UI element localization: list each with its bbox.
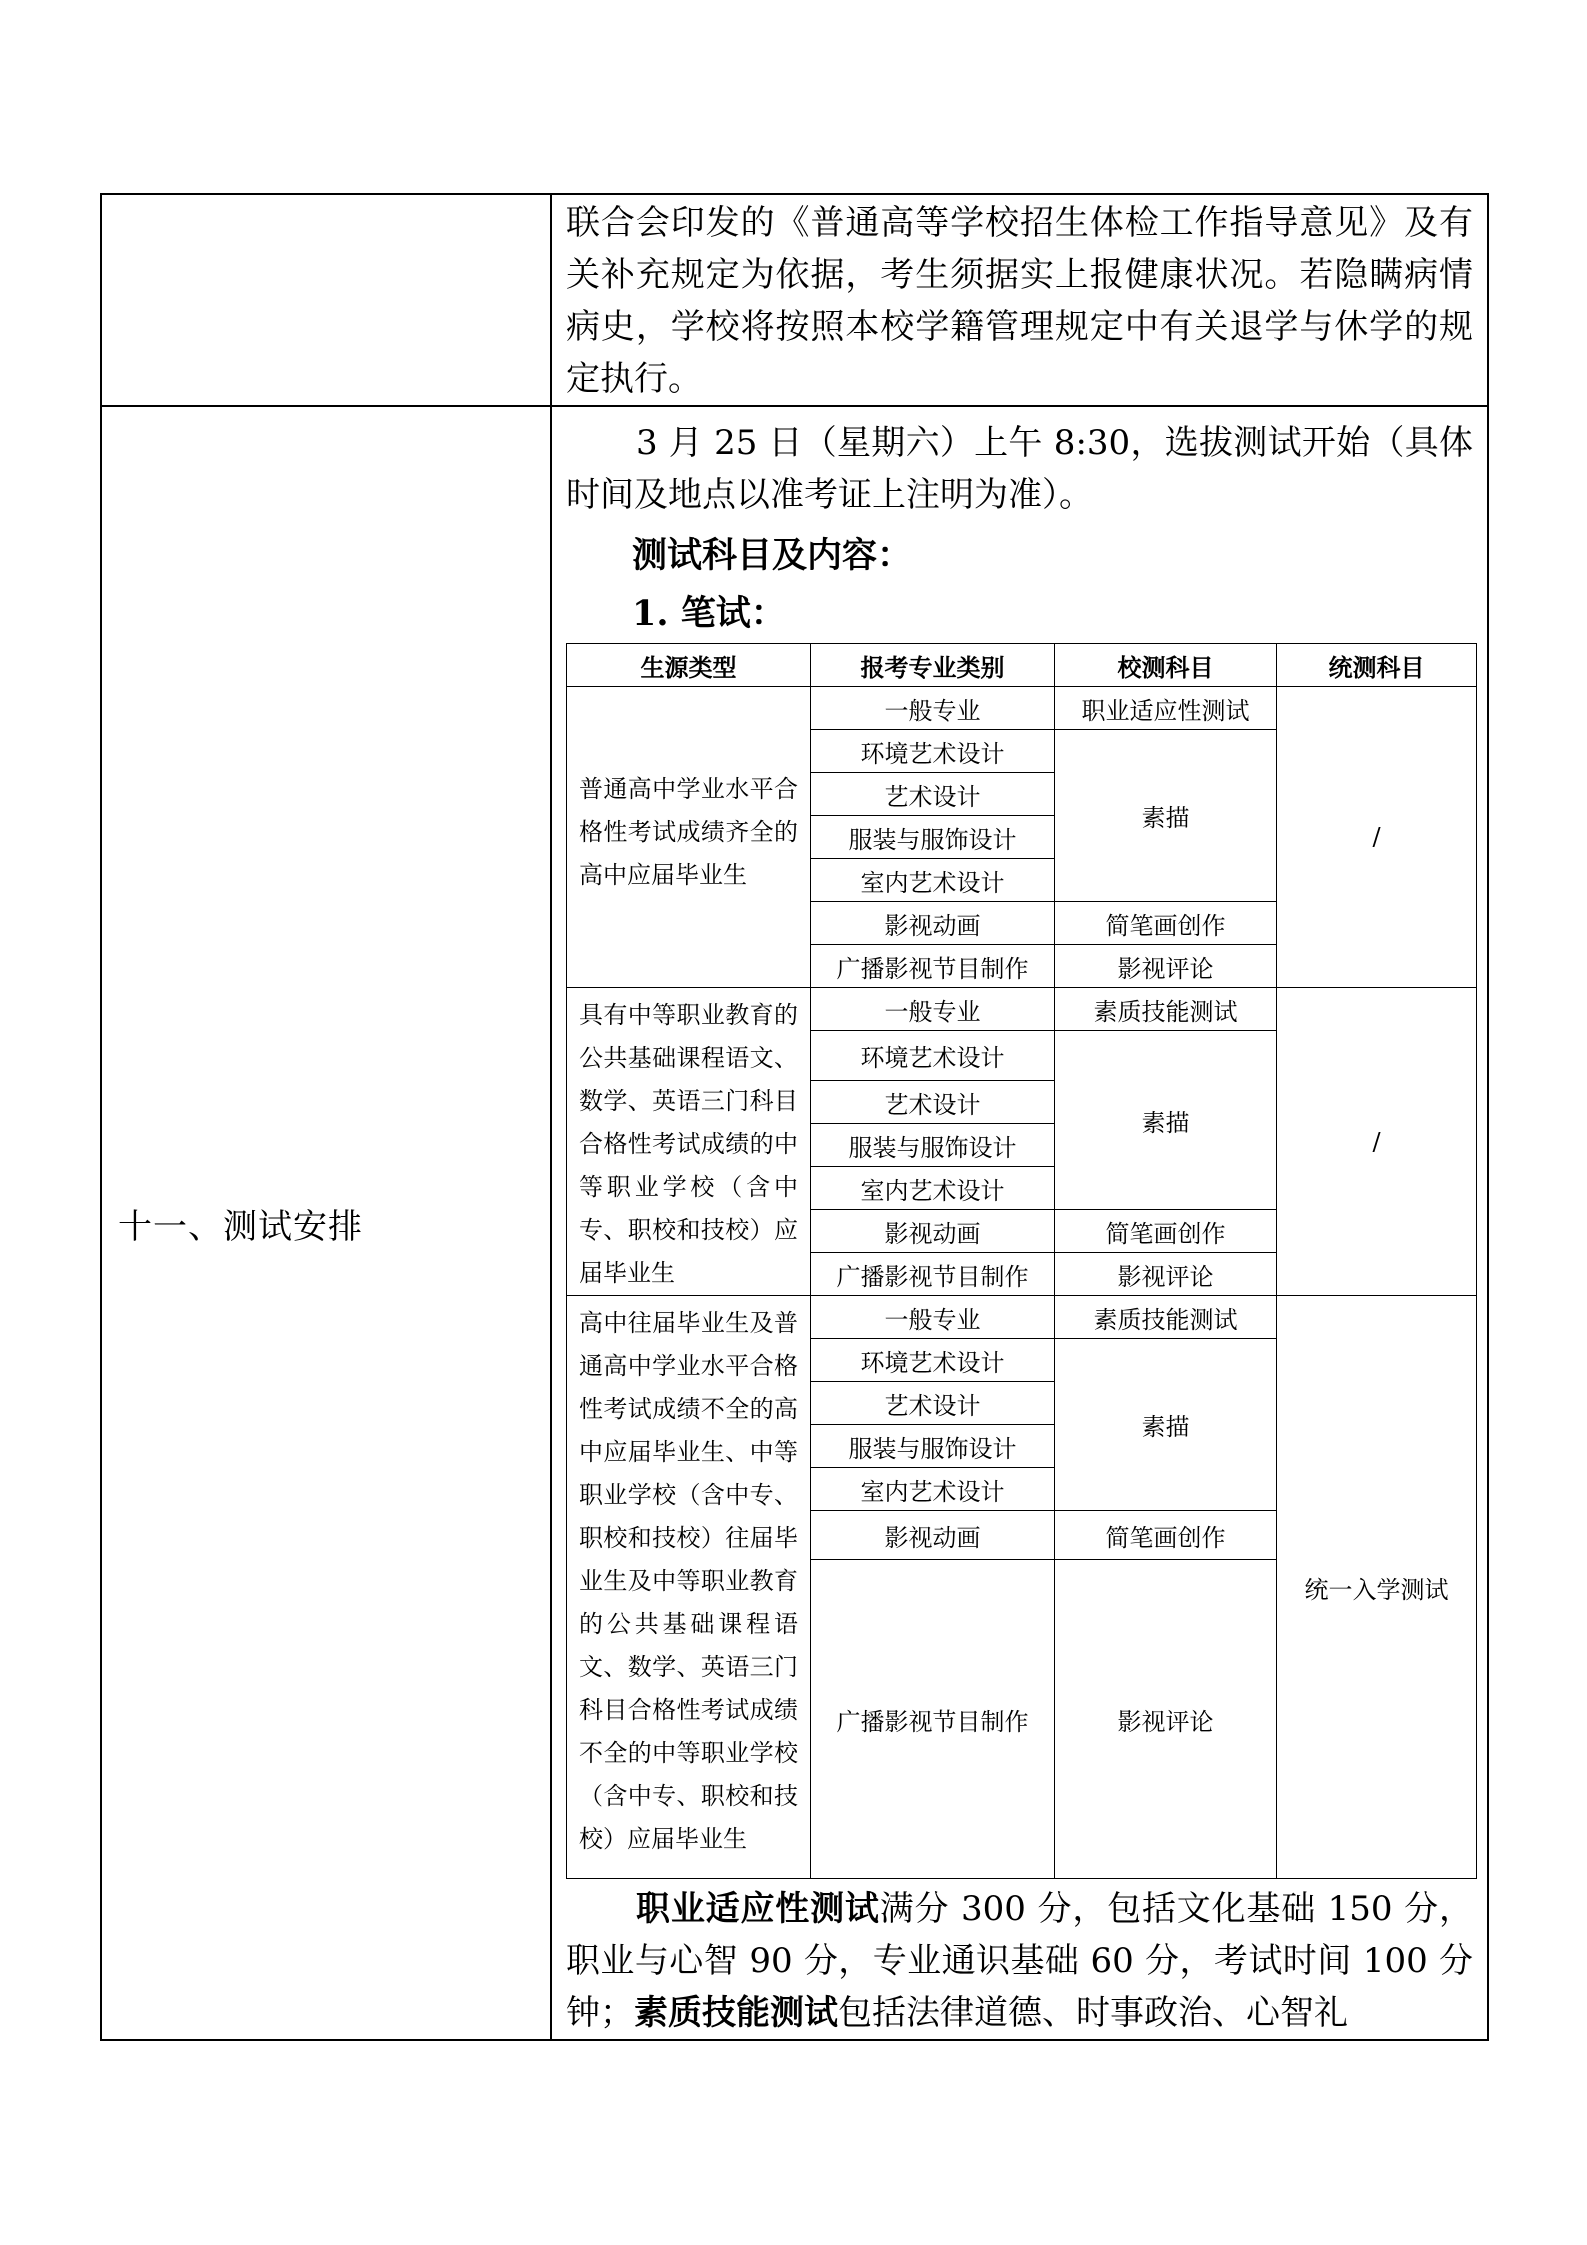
major-cell: 一般专业 — [811, 988, 1055, 1031]
major-cell: 影视动画 — [811, 1210, 1055, 1253]
closing-paragraph — [566, 1883, 1473, 2039]
major-cell: 服装与服饰设计 — [811, 1425, 1055, 1468]
school-test-cell: 素质技能测试 — [1055, 988, 1277, 1031]
source-type-text: 具有中等职业教育的公共基础课程语文、数学、英语三门科目合格性考试成绩的中等职业学校（含中专、职校和技校）应届毕业生 — [579, 1001, 798, 1287]
major-cell: 影视动画 — [811, 902, 1055, 945]
school-test-cell: 素描 — [1055, 730, 1277, 902]
major-cell: 一般专业 — [811, 687, 1055, 730]
major-cell: 影视动画 — [811, 1511, 1055, 1560]
major-cell: 室内艺术设计 — [811, 859, 1055, 902]
major-cell: 广播影视节目制作 — [811, 1560, 1055, 1879]
school-test-cell: 素描 — [1055, 1031, 1277, 1210]
table-row — [567, 1296, 1477, 1339]
test-schedule-intro: 3 月 25 日（星期六）上午 8:30，选拔测试开始（具体时间及地点以准考证上注明为准）。 — [566, 423, 1473, 515]
major-cell: 艺术设计 — [811, 1382, 1055, 1425]
major-cell: 一般专业 — [811, 1296, 1055, 1339]
unified-test-cell: / — [1277, 988, 1477, 1296]
source-type-text: 高中往届毕业生及普通高中学业水平合格性考试成绩不全的高中应届毕业生、中等职业学校（含中专、职校和技校）往届毕业生及中等职业教育的公共基础课程语文、数学、英语三门科目合格性考试成绩不全的中等职业学校（含中专、职校和技校）应届毕业生 — [579, 1309, 798, 1853]
written-test-heading: 1. 笔试： — [632, 593, 786, 634]
health-check-row — [101, 194, 1488, 406]
health-check-content-cell — [551, 194, 1488, 406]
school-test-cell: 简笔画创作 — [1055, 902, 1277, 945]
major-cell: 环境艺术设计 — [811, 1031, 1055, 1081]
header-major-category: 报考专业类别 — [811, 644, 1055, 687]
source-type-cell — [567, 687, 811, 988]
health-check-text: 联合会印发的《普通高等学校招生体检工作指导意见》及有关补充规定为依据，考生须据实上报健康状况。若隐瞒病情病史，学校将按照本校学籍管理规定中有关退学与休学的规定执行。 — [566, 203, 1473, 399]
table-row — [567, 687, 1477, 730]
school-test-cell: 素描 — [1055, 1339, 1277, 1511]
source-type-cell — [567, 988, 811, 1296]
table-row — [567, 988, 1477, 1031]
major-cell: 广播影视节目制作 — [811, 1253, 1055, 1296]
school-test-cell: 素质技能测试 — [1055, 1296, 1277, 1339]
health-check-label-cell — [101, 194, 551, 406]
vocational-aptitude-test-desc: 满分 300 分，包括文化基础 150 分，职业与心智 90 分，专业通识基础 60 分，考试时间 100 分钟； — [566, 1889, 1473, 2033]
major-cell: 服装与服饰设计 — [811, 1124, 1055, 1167]
subjects-heading: 测试科目及内容： — [632, 535, 913, 576]
header-source-type: 生源类型 — [567, 644, 811, 687]
quality-skills-test-term: 素质技能测试 — [634, 1993, 838, 2033]
school-test-cell: 影视评论 — [1055, 945, 1277, 988]
header-school-test: 校测科目 — [1055, 644, 1277, 687]
source-type-cell — [567, 1296, 811, 1879]
vocational-aptitude-test-term: 职业适应性测试 — [636, 1889, 880, 1929]
major-cell: 广播影视节目制作 — [811, 945, 1055, 988]
test-arrangement-label-cell — [101, 406, 551, 2040]
unified-test-cell: / — [1277, 687, 1477, 988]
test-arrangement-content-cell — [551, 406, 1488, 2040]
school-test-cell: 简笔画创作 — [1055, 1511, 1277, 1560]
school-test-cell: 影视评论 — [1055, 1253, 1277, 1296]
school-test-cell: 影视评论 — [1055, 1560, 1277, 1879]
school-test-cell: 简笔画创作 — [1055, 1210, 1277, 1253]
header-unified-test: 统测科目 — [1277, 644, 1477, 687]
written-test-table — [566, 643, 1477, 1879]
major-cell: 艺术设计 — [811, 1081, 1055, 1124]
major-cell: 服装与服饰设计 — [811, 816, 1055, 859]
source-type-text: 普通高中学业水平合格性考试成绩齐全的高中应届毕业生 — [579, 774, 798, 889]
table-header-row — [567, 644, 1477, 687]
document-table — [100, 193, 1489, 2041]
major-cell: 环境艺术设计 — [811, 730, 1055, 773]
major-cell: 室内艺术设计 — [811, 1167, 1055, 1210]
test-arrangement-row — [101, 406, 1488, 2040]
major-cell: 环境艺术设计 — [811, 1339, 1055, 1382]
test-arrangement-label: 十一、测试安排 — [118, 1206, 363, 1247]
quality-skills-test-desc: 包括法律道德、时事政治、心智礼 — [838, 1993, 1348, 2033]
school-test-cell: 职业适应性测试 — [1055, 687, 1277, 730]
major-cell: 室内艺术设计 — [811, 1468, 1055, 1511]
major-cell: 艺术设计 — [811, 773, 1055, 816]
unified-test-cell: 统一入学测试 — [1277, 1296, 1477, 1879]
